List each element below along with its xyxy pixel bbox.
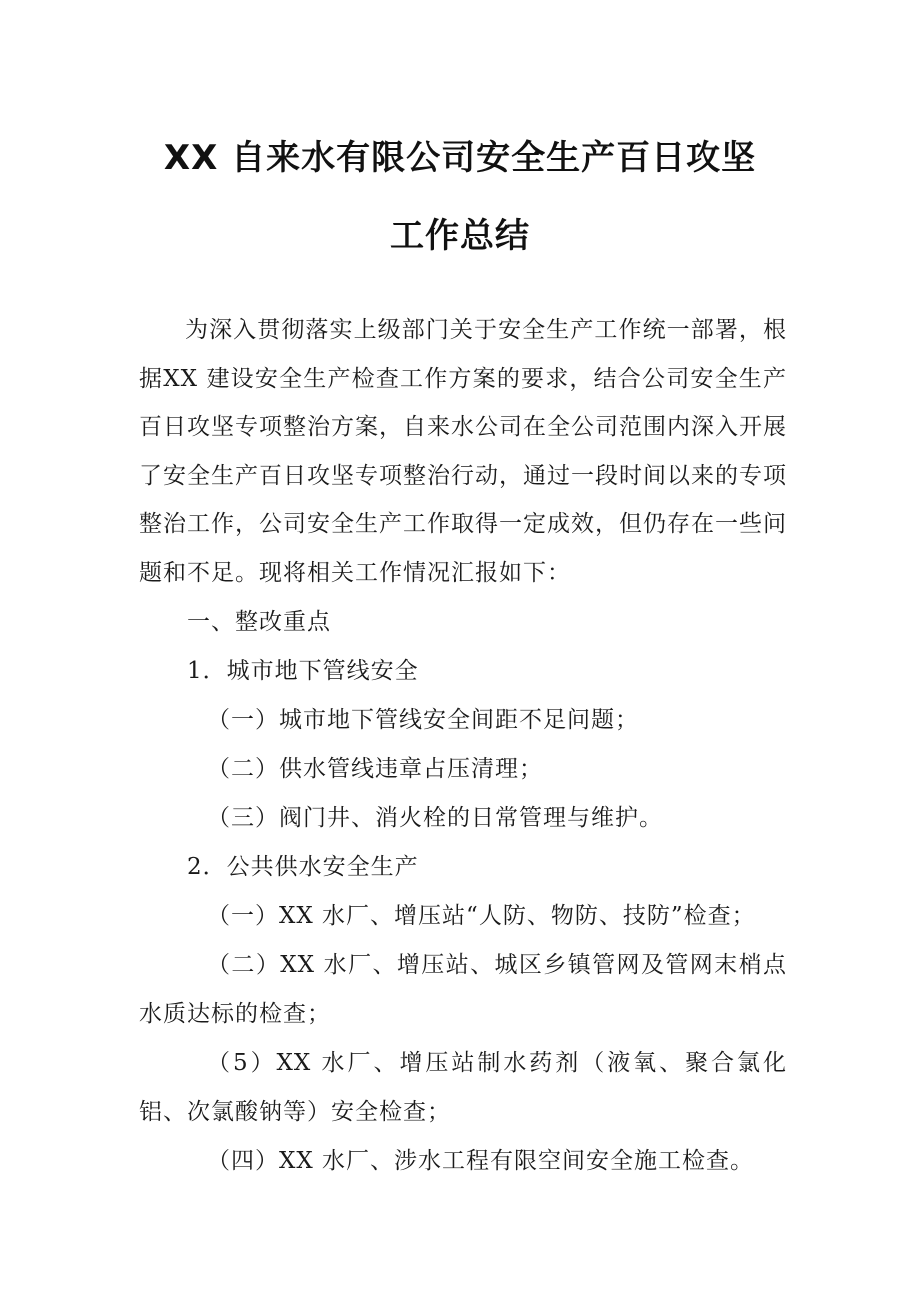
section-heading-rectification-focus: 一、整改重点 xyxy=(187,608,331,635)
list-item: （四）XX 水厂、涉水工程有限空间安全施工检查。 xyxy=(207,1147,755,1174)
item-heading-underground-pipeline: 1．城市地下管线安全 xyxy=(187,657,419,684)
list-item: （三）阀门井、消火栓的日常管理与维护。 xyxy=(207,804,663,831)
list-item: （二）供水管线违章占压清理； xyxy=(207,755,543,782)
list-item: （一）城市地下管线安全间距不足问题； xyxy=(207,706,639,733)
document-title-line-1: XX 自来水有限公司安全生产百日攻坚 xyxy=(163,138,757,178)
intro-paragraph: 为深入贯彻落实上级部门关于安全生产工作统一部署，根据XX 建设安全生产检查工作方案的要求，结合公司安全生产百日攻坚专项整治方案，自来水公司在全公司范围内深入开展了安全生产百日攻坚专项整治行动，通过一段时间以来的专项整治工作，公司安全生产工作取得一定成效，但仍存在一些问题和不足。现将相关工作情况汇报如下： xyxy=(139,317,787,586)
document-body xyxy=(139,306,787,1186)
list-item: （一）XX 水厂、增压站“人防、物防、技防”检查； xyxy=(207,902,756,929)
item-heading-public-water-supply: 2．公共供水安全生产 xyxy=(187,853,419,880)
list-item: （5）XX 水厂、增压站制水药剂（液氧、聚合氯化铝、次氯酸钠等）安全检查； xyxy=(139,1049,787,1125)
document-title-line-2: 工作总结 xyxy=(390,216,530,256)
list-item: （二）XX 水厂、增压站、城区乡镇管网及管网末梢点水质达标的检查； xyxy=(139,951,787,1027)
